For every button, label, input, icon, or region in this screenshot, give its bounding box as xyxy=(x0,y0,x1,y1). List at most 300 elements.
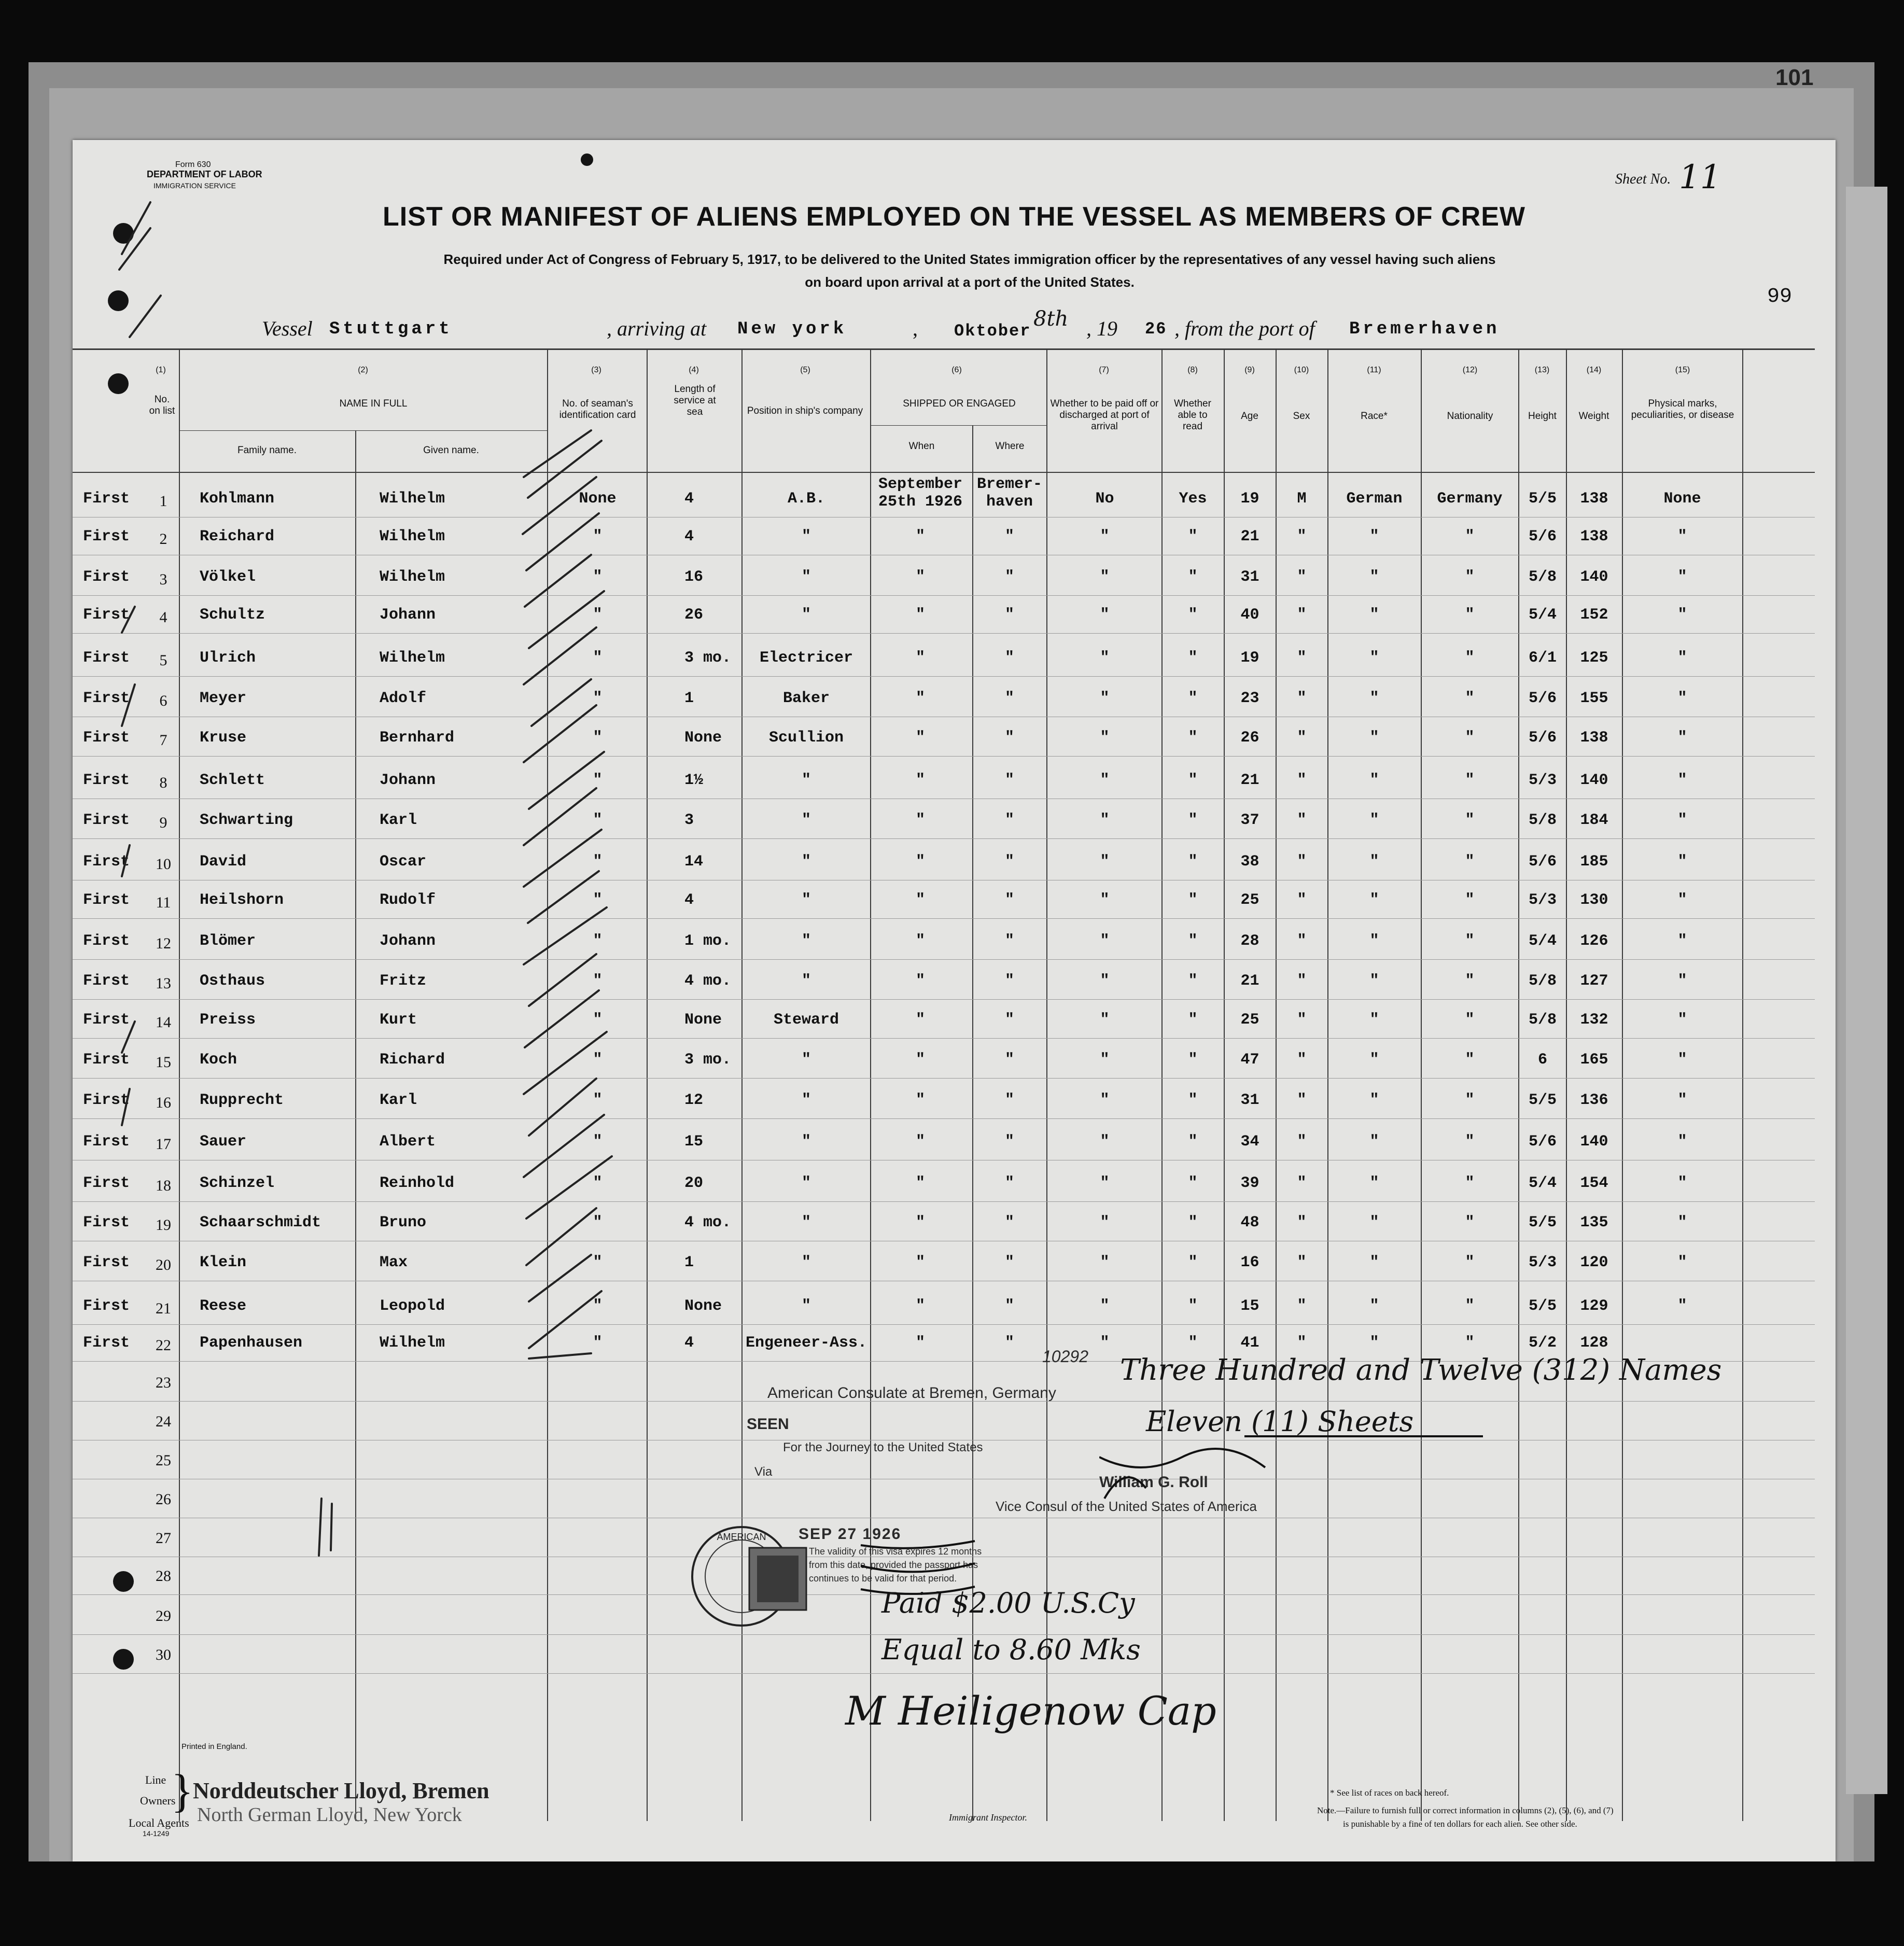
age-cell: 47 xyxy=(1240,1051,1259,1069)
check-stroke xyxy=(529,1255,591,1301)
family-name-cell: Rupprecht xyxy=(200,1091,284,1109)
page-title: LIST OR MANIFEST OF ALIENS EMPLOYED ON THE VESSEL AS MEMBERS OF CREW xyxy=(383,202,1525,232)
class-cell: First xyxy=(83,1174,130,1192)
sex-cell: " xyxy=(1297,1254,1307,1271)
service-cell: 26 xyxy=(684,606,704,624)
nationality-cell: " xyxy=(1465,528,1475,545)
class-cell: First xyxy=(83,568,130,586)
shipped-where-cell: " xyxy=(1004,811,1014,829)
physical-cell: " xyxy=(1677,1214,1687,1231)
family-name-cell: Osthaus xyxy=(200,972,265,990)
service-cell: 4 xyxy=(684,528,694,545)
journey-stamp: For the Journey to the United States xyxy=(783,1440,983,1454)
class-cell: First xyxy=(83,649,130,667)
sheet-number-label: Sheet No. xyxy=(1615,171,1671,187)
physical-cell: " xyxy=(1677,932,1687,950)
service-cell: 3 xyxy=(684,811,694,829)
signer-title-stamp: Vice Consul of the United States of America xyxy=(996,1499,1257,1514)
row-number: 25 xyxy=(156,1452,171,1469)
read-cell: " xyxy=(1188,568,1198,586)
paid-off-cell: " xyxy=(1100,1214,1110,1231)
position-cell: " xyxy=(801,932,811,950)
arrival-day: 8th xyxy=(1033,307,1069,331)
given-name-cell: Wilhelm xyxy=(380,649,445,667)
height-cell: 5/3 xyxy=(1528,891,1557,909)
check-stroke xyxy=(528,871,599,923)
age-cell: 40 xyxy=(1240,606,1259,624)
height-cell: 5/6 xyxy=(1528,528,1557,545)
race-cell: " xyxy=(1369,649,1379,667)
given-name-cell: Reinhold xyxy=(380,1174,455,1192)
read-cell: Yes xyxy=(1179,490,1207,508)
paid-off-cell: " xyxy=(1100,972,1110,990)
physical-cell: " xyxy=(1677,1174,1687,1192)
height-cell: 5/6 xyxy=(1528,690,1557,707)
read-cell: " xyxy=(1188,1011,1198,1029)
sex-cell: " xyxy=(1297,1051,1307,1069)
handwritten-equal: Equal to 8.60 Mks xyxy=(881,1633,1141,1666)
consulate-number: 10292 xyxy=(1042,1347,1088,1366)
physical-cell: " xyxy=(1677,853,1687,871)
read-cell: " xyxy=(1188,772,1198,789)
nationality-cell: " xyxy=(1465,1051,1475,1069)
service-cell: 1 xyxy=(684,1254,694,1271)
nationality-cell: " xyxy=(1465,1174,1475,1192)
physical-cell: " xyxy=(1677,1297,1687,1315)
note-line-1: Note.—Failure to furnish full or correct information in columns (2), (5), (6), and (7) xyxy=(1317,1805,1614,1815)
class-cell: First xyxy=(83,1051,130,1069)
age-cell: 28 xyxy=(1240,932,1259,950)
given-name-cell: Oscar xyxy=(380,853,427,871)
service: IMMIGRATION SERVICE xyxy=(153,181,236,190)
inspector-label: Immigrant Inspector. xyxy=(949,1812,1027,1823)
given-name-cell: Kurt xyxy=(380,1011,417,1029)
row-number: 1 xyxy=(159,493,167,510)
service-cell: 4 xyxy=(684,891,694,909)
physical-cell: " xyxy=(1677,811,1687,829)
family-name-cell: Heilshorn xyxy=(200,891,284,909)
shipped-where-cell: " xyxy=(1004,649,1014,667)
race-cell: " xyxy=(1369,811,1379,829)
age-cell: 31 xyxy=(1240,568,1259,586)
nationality-cell: " xyxy=(1465,891,1475,909)
paid-off-cell: " xyxy=(1100,1297,1110,1315)
height-cell: 5/5 xyxy=(1528,1297,1557,1315)
read-cell: " xyxy=(1188,1174,1198,1192)
signature-stroke xyxy=(861,1563,975,1572)
card-cell: " xyxy=(593,1091,603,1109)
shipped-where-cell: " xyxy=(1004,528,1014,545)
age-cell: 19 xyxy=(1240,649,1259,667)
position-cell: Electricer xyxy=(759,649,853,667)
weight-cell: 136 xyxy=(1580,1091,1608,1109)
shipped-where-cell: " xyxy=(1004,1254,1014,1271)
read-cell: " xyxy=(1188,690,1198,707)
nationality-cell: " xyxy=(1465,772,1475,789)
family-name-cell: David xyxy=(200,853,247,871)
check-stroke xyxy=(529,1291,601,1348)
check-stroke xyxy=(524,1032,607,1094)
paid-off-cell: " xyxy=(1100,1133,1110,1151)
col-number-7: (7) xyxy=(1099,366,1109,374)
col-number-14: (14) xyxy=(1586,366,1602,374)
service-cell: 15 xyxy=(684,1133,704,1151)
shipped-where-cell: " xyxy=(1004,932,1014,950)
weight-cell: 152 xyxy=(1580,606,1608,624)
shipped-when-cell: " xyxy=(915,1254,925,1271)
col-number-4: (4) xyxy=(689,366,699,374)
position-cell: " xyxy=(801,606,811,624)
col-race: Race* xyxy=(1361,411,1388,422)
position-cell: Baker xyxy=(782,690,830,707)
shipped-when-cell: " xyxy=(915,568,925,586)
physical-cell: " xyxy=(1677,1051,1687,1069)
check-stroke xyxy=(526,1208,596,1265)
weight-cell: 185 xyxy=(1580,853,1608,871)
weight-cell: 140 xyxy=(1580,568,1608,586)
age-cell: 21 xyxy=(1240,772,1259,789)
family-name-cell: Kohlmann xyxy=(200,490,275,508)
shipped-where-cell: " xyxy=(1004,772,1014,789)
row-number: 10 xyxy=(156,856,171,873)
shipped-when-cell: " xyxy=(915,1051,925,1069)
paid-off-cell: " xyxy=(1100,772,1110,789)
family-name-cell: Papenhausen xyxy=(200,1334,303,1352)
subtitle-line-1: Required under Act of Congress of February 5, 1917, to be delivered to the United States immigration officer by the representatives of any vessel having such aliens xyxy=(443,251,1496,267)
weight-cell: 140 xyxy=(1580,772,1608,789)
class-cell: First xyxy=(83,606,130,624)
company-newyork: North German Lloyd, New Yorck xyxy=(197,1804,462,1826)
service-cell: 1 mo. xyxy=(684,932,732,950)
arrival-port: New york xyxy=(737,319,847,339)
card-cell: " xyxy=(593,772,603,789)
service-cell: 4 mo. xyxy=(684,1214,732,1231)
sex-cell: " xyxy=(1297,1297,1307,1315)
age-cell: 38 xyxy=(1240,853,1259,871)
row-number: 5 xyxy=(159,652,167,669)
position-cell: A.B. xyxy=(787,490,825,508)
nationality-cell: " xyxy=(1465,649,1475,667)
class-cell: First xyxy=(83,690,130,707)
col-number-2: (2) xyxy=(358,366,368,374)
shipped-where-cell: " xyxy=(1004,1297,1014,1315)
height-cell: 5/3 xyxy=(1528,1254,1557,1271)
sex-cell: " xyxy=(1297,1334,1307,1352)
class-cell: First xyxy=(83,1254,130,1271)
row-number: 21 xyxy=(156,1300,171,1317)
visa-line-1: The validity of this visa expires 12 months xyxy=(809,1546,982,1557)
nationality-cell: " xyxy=(1465,606,1475,624)
col-no-on-list: No. on list xyxy=(149,394,175,416)
given-name-cell: Richard xyxy=(380,1051,445,1069)
read-cell: " xyxy=(1188,891,1198,909)
sex-cell: " xyxy=(1297,932,1307,950)
card-cell: " xyxy=(593,853,603,871)
row-number: 14 xyxy=(156,1014,171,1031)
row-number: 6 xyxy=(159,692,167,709)
position-cell: " xyxy=(801,1174,811,1192)
line-label: Line xyxy=(145,1773,166,1786)
handwritten-signature: M Heiligenow Cap xyxy=(845,1688,1216,1734)
height-cell: 5/4 xyxy=(1528,1174,1557,1192)
physical-cell: " xyxy=(1677,568,1687,586)
col-seaman-card: No. of seaman's identification card xyxy=(559,398,636,421)
comma: , xyxy=(913,317,918,340)
card-cell: " xyxy=(593,690,603,707)
position-cell: " xyxy=(801,772,811,789)
col-number-6: (6) xyxy=(951,366,962,374)
shipped-when-cell: " xyxy=(915,606,925,624)
height-cell: 5/6 xyxy=(1528,853,1557,871)
col-number-8: (8) xyxy=(1187,366,1198,374)
race-cell: " xyxy=(1369,690,1379,707)
weight-cell: 130 xyxy=(1580,891,1608,909)
sex-cell: " xyxy=(1297,528,1307,545)
paid-off-cell: " xyxy=(1100,811,1110,829)
position-cell: " xyxy=(801,528,811,545)
given-name-cell: Wilhelm xyxy=(380,490,445,508)
sex-cell: " xyxy=(1297,568,1307,586)
class-cell: First xyxy=(83,490,130,508)
col-number-3: (3) xyxy=(591,366,601,374)
row-number: 2 xyxy=(159,530,167,548)
handwritten-total-names: Three Hundred and Twelve (312) Names xyxy=(1120,1353,1722,1387)
age-cell: 21 xyxy=(1240,972,1259,990)
given-name-cell: Wilhelm xyxy=(380,528,445,545)
position-cell: " xyxy=(801,811,811,829)
family-name-cell: Blömer xyxy=(200,932,256,950)
col-number-10: (10) xyxy=(1294,366,1309,374)
note-line-2: is punishable by a fine of ten dollars for each alien. See other side. xyxy=(1343,1819,1577,1829)
position-cell: " xyxy=(801,853,811,871)
row-number: 27 xyxy=(156,1530,171,1547)
row-number: 23 xyxy=(156,1374,171,1391)
col-nationality: Nationality xyxy=(1447,411,1493,422)
class-cell: First xyxy=(83,1133,130,1151)
height-cell: 5/5 xyxy=(1528,1091,1557,1109)
class-cell: First xyxy=(83,1091,130,1109)
col-name-in-full: NAME IN FULL xyxy=(339,398,408,409)
race-cell: German xyxy=(1346,490,1403,508)
shipped-where-cell: " xyxy=(1004,568,1014,586)
row-number: 4 xyxy=(159,609,167,626)
physical-cell: " xyxy=(1677,772,1687,789)
nationality-cell: " xyxy=(1465,932,1475,950)
shipped-where-cell: " xyxy=(1004,1334,1014,1352)
nationality-cell: " xyxy=(1465,568,1475,586)
shipped-when-cell: " xyxy=(915,853,925,871)
age-cell: 34 xyxy=(1240,1133,1259,1151)
class-cell: First xyxy=(83,1214,130,1231)
row-number: 9 xyxy=(159,814,167,831)
given-name-cell: Johann xyxy=(380,606,436,624)
service-cell: 3 mo. xyxy=(684,649,732,667)
race-cell: " xyxy=(1369,729,1379,747)
height-cell: 5/4 xyxy=(1528,932,1557,950)
row-number: 20 xyxy=(156,1256,171,1273)
col-number-9: (9) xyxy=(1244,366,1255,374)
position-cell: " xyxy=(801,1297,811,1315)
read-cell: " xyxy=(1188,932,1198,950)
service-cell: 4 xyxy=(684,1334,694,1352)
family-name-cell: Schlett xyxy=(200,772,265,789)
row-number: 18 xyxy=(156,1177,171,1194)
shipped-when-cell: " xyxy=(915,690,925,707)
family-name-cell: Klein xyxy=(200,1254,247,1271)
physical-cell: " xyxy=(1677,1011,1687,1029)
row-number: 28 xyxy=(156,1567,171,1585)
sex-cell: " xyxy=(1297,1011,1307,1029)
weight-cell: 120 xyxy=(1580,1254,1608,1271)
paid-off-cell: " xyxy=(1100,528,1110,545)
sheet-number: 11 xyxy=(1679,158,1721,197)
race-cell: " xyxy=(1369,528,1379,545)
owners-label: Owners xyxy=(140,1794,176,1807)
col-number-11: (11) xyxy=(1367,366,1381,374)
card-cell: " xyxy=(593,568,603,586)
check-stroke xyxy=(529,1353,591,1359)
position-cell: Scullion xyxy=(768,729,844,747)
service-cell: 4 mo. xyxy=(684,972,732,990)
position-cell: " xyxy=(801,1051,811,1069)
consulate-name: American Consulate at Bremen, Germany xyxy=(767,1384,1056,1402)
col-number-15: (15) xyxy=(1675,366,1690,374)
physical-cell: " xyxy=(1677,690,1687,707)
height-cell: 5/4 xyxy=(1528,606,1557,624)
class-cell: First xyxy=(83,772,130,789)
col-length-service: Length of service at sea xyxy=(674,384,716,417)
family-name-cell: Schwarting xyxy=(200,811,293,829)
class-cell: First xyxy=(83,932,130,950)
signature-stroke xyxy=(861,1587,975,1594)
paid-off-cell: " xyxy=(1100,891,1110,909)
check-stroke xyxy=(319,1499,332,1556)
physical-cell: " xyxy=(1677,1091,1687,1109)
handwritten-mark xyxy=(1104,1477,1146,1499)
weight-cell: 132 xyxy=(1580,1011,1608,1029)
given-name-cell: Johann xyxy=(380,772,436,789)
service-cell: 14 xyxy=(684,853,704,871)
position-cell: " xyxy=(801,891,811,909)
col-number-13: (13) xyxy=(1534,366,1550,374)
signature-strokes xyxy=(850,1535,1079,1639)
card-cell: " xyxy=(593,1214,603,1231)
right-edge-strip xyxy=(1846,187,1887,1794)
agents-label: Local Agents xyxy=(129,1816,189,1829)
age-cell: 23 xyxy=(1240,690,1259,707)
given-name-cell: Wilhelm xyxy=(380,1334,445,1352)
class-cell: First xyxy=(83,1297,130,1315)
sex-cell: M xyxy=(1297,490,1307,508)
weight-cell: 184 xyxy=(1580,811,1608,829)
card-cell: " xyxy=(593,891,603,909)
nationality-cell: " xyxy=(1465,811,1475,829)
nationality-cell: " xyxy=(1465,1214,1475,1231)
read-cell: " xyxy=(1188,853,1198,871)
age-cell: 37 xyxy=(1240,811,1259,829)
read-cell: " xyxy=(1188,811,1198,829)
service-cell: 4 xyxy=(684,490,694,508)
family-name-cell: Kruse xyxy=(200,729,247,747)
col-position: Position in ship's company xyxy=(747,405,863,416)
weight-cell: 154 xyxy=(1580,1174,1608,1192)
paid-off-cell: " xyxy=(1100,932,1110,950)
sex-cell: " xyxy=(1297,811,1307,829)
col-number-1: (1) xyxy=(156,366,166,374)
check-stroke xyxy=(529,954,596,1006)
read-cell: " xyxy=(1188,1254,1198,1271)
shipped-when-cell: " xyxy=(915,729,925,747)
read-cell: " xyxy=(1188,606,1198,624)
service-cell: None xyxy=(684,1297,722,1315)
year-suffix: 26 xyxy=(1145,319,1167,339)
race-cell: " xyxy=(1369,606,1379,624)
physical-cell: " xyxy=(1677,606,1687,624)
class-cell: First xyxy=(83,528,130,545)
shipped-where-cell: " xyxy=(1004,1091,1014,1109)
position-cell: Engeneer-Ass. xyxy=(745,1334,867,1352)
handwritten-sheets: Eleven (11) Sheets xyxy=(1146,1405,1414,1438)
shipped-when-cell: " xyxy=(915,1133,925,1151)
read-cell: " xyxy=(1188,528,1198,545)
weight-cell: 155 xyxy=(1580,690,1608,707)
race-cell: " xyxy=(1369,772,1379,789)
paid-off-cell: " xyxy=(1100,1051,1110,1069)
row-number: 26 xyxy=(156,1491,171,1508)
card-cell: " xyxy=(593,649,603,667)
race-cell: " xyxy=(1369,853,1379,871)
brace: } xyxy=(171,1766,194,1817)
race-cell: " xyxy=(1369,1254,1379,1271)
class-cell: First xyxy=(83,891,130,909)
given-name-cell: Karl xyxy=(380,811,417,829)
col-sex: Sex xyxy=(1293,411,1310,422)
check-stroke xyxy=(119,202,161,337)
row-number: 12 xyxy=(156,935,171,952)
weight-cell: 138 xyxy=(1580,729,1608,747)
paid-off-cell: " xyxy=(1100,568,1110,586)
given-name-cell: Rudolf xyxy=(380,891,436,909)
nationality-cell: Germany xyxy=(1437,490,1503,508)
family-name-cell: Schultz xyxy=(200,606,265,624)
weight-cell: 165 xyxy=(1580,1051,1608,1069)
check-stroke xyxy=(523,477,596,534)
year-prefix: , 19 xyxy=(1086,317,1117,340)
age-cell: 25 xyxy=(1240,891,1259,909)
shipped-where-cell: " xyxy=(1004,1174,1014,1192)
family-name-cell: Preiss xyxy=(200,1011,256,1029)
service-cell: 1½ xyxy=(684,772,704,789)
edge-page-number: 101 xyxy=(1775,65,1814,90)
given-name-cell: Fritz xyxy=(380,972,427,990)
age-cell: 39 xyxy=(1240,1174,1259,1192)
col-family-name: Family name. xyxy=(237,445,297,456)
age-cell: 41 xyxy=(1240,1334,1259,1352)
subtitle-line-2: on board upon arrival at a port of the United States. xyxy=(805,274,1135,290)
col-where: Where xyxy=(995,441,1025,452)
card-cell: " xyxy=(593,1254,603,1271)
sex-cell: " xyxy=(1297,1174,1307,1192)
nationality-cell: " xyxy=(1465,729,1475,747)
race-cell: " xyxy=(1369,1174,1379,1192)
form-number: Form 630 xyxy=(175,160,211,169)
height-cell: 5/8 xyxy=(1528,811,1557,829)
physical-cell: " xyxy=(1677,891,1687,909)
given-name-cell: Max xyxy=(380,1254,408,1271)
card-cell: " xyxy=(593,1011,603,1029)
col-physical: Physical marks, peculiarities, or disease xyxy=(1631,398,1734,421)
check-stroke xyxy=(529,752,604,809)
